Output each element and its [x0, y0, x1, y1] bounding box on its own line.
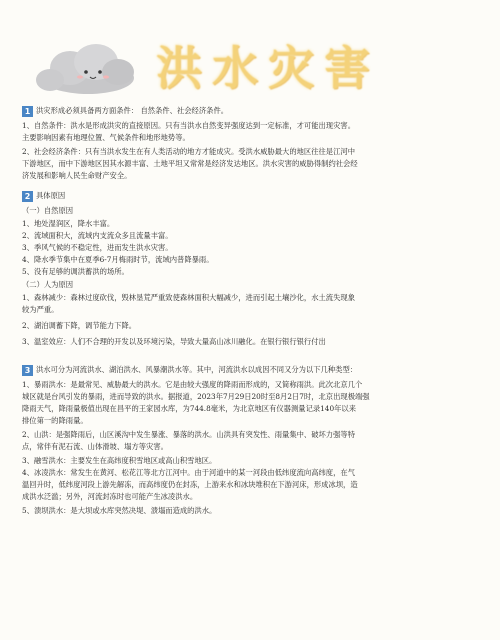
section-number-badge: 1 [22, 106, 33, 117]
text-line: 济发展和影响人民生命财产安全。 [22, 171, 132, 180]
document-body [22, 103, 478, 517]
list-item: 2、湖泊调蓄下降，调节能力下降。 [22, 321, 137, 330]
paragraph-natural-conditions [22, 120, 478, 144]
section-2-title: 具体原因 [36, 191, 66, 200]
cloud-illustration [30, 42, 140, 98]
list-item: 3、温室效应：人们不合理的开发以及环境污染，导致大量高山冰川融化。在银行银行银行付出 [22, 337, 326, 346]
text-line: 降雨天气，降雨量极值出现在昌平的王家园水库，为744.8毫米，为北京地区有仪器测量记录140年以来 [22, 404, 356, 413]
paragraph-rainstorm-flood [22, 379, 478, 427]
list-item: 3、季风气候的不稳定性，进而发生洪水灾害。 [22, 243, 173, 252]
section-number-badge: 2 [22, 191, 33, 202]
subheading-human-causes: （二）人为原因 [22, 280, 74, 289]
text-line: 1、自然条件：洪水是形成洪灾的直接原因。只有当洪水自然变异强度达到一定标准，才可能出现灾害。 [22, 121, 355, 130]
text-line: 温回升时，低纬度河段上游先解冻，而高纬度仍在封冻，上游来水和冰块堆积在下游河床，形成冰坝，造 [22, 480, 358, 489]
section-3-heading [22, 364, 478, 376]
text-line: 2、山洪：是强降雨后，山区溪沟中发生暴涨、暴落的洪水。山洪具有突发性、雨量集中、破坏力强等特 [22, 430, 355, 439]
section-2-heading [22, 190, 478, 202]
list-item: 1、地处湿润区，降水丰富。 [22, 219, 115, 228]
text-line: 点，常伴有泥石流、山体滑坡、塌方等灾害。 [22, 442, 168, 451]
paragraph-ice-flood [22, 467, 478, 503]
paragraph-dam-break-flood: 5、溃坝洪水：是大坝或水库突然决堤、溃塌而造成的洪水。 [22, 506, 217, 515]
text-line: 4、冰凌洪水：常发生在黄河、松花江等北方江河中。由于河道中的某一河段由低纬度流向高纬度，在气 [22, 468, 355, 477]
subheading-natural-causes: （一）自然原因 [22, 206, 74, 215]
list-item: 较为严重。 [22, 305, 59, 314]
list-item: 1、森林减少：森林过度砍伐，毁林垦荒严重致使森林面积大幅减少，进而引起土壤沙化，水土流失现象 [22, 293, 355, 302]
text-line: 1、暴雨洪水：是最常见、威胁最大的洪水。它是由较大强度的降雨而形成的，又简称雨洪。此次北京几个 [22, 380, 363, 389]
header [30, 38, 470, 100]
text-line: 排位第一的降雨量。 [22, 416, 88, 425]
text-line: 城区就是台风引发的暴雨，进而导致的洪水。据报道，2023年7月29日20时至8月2日7时，北京出现极端强 [22, 392, 370, 401]
list-item: 2、流域面积大，流域内支流众多且流量丰富。 [22, 231, 173, 240]
text-line: 下游地区，而中下游地区因其水源丰富、土地平坦又常常是经济发达地区。洪水灾害的威胁得制约社会经 [22, 159, 358, 168]
text-line: 成洪水泛滥；另外，河流封冻时也可能产生冰凌洪水。 [22, 492, 198, 501]
text-line: 2、社会经济条件：只有当洪水发生在有人类活动的地方才能成灾。受洪水威胁最大的地区往往是江河中 [22, 147, 355, 156]
section-number-badge: 3 [22, 365, 33, 376]
section-3-title: 洪水可分为河流洪水、湖泊洪水、风暴潮洪水等。其中，河流洪水以成因不同又分为以下几种类型： [36, 365, 358, 374]
page-title: 洪水灾害 [156, 41, 380, 95]
paragraph-flash-flood [22, 429, 478, 453]
list-item: 5、没有足够的调洪蓄洪的场所。 [22, 267, 129, 276]
section-1-heading [22, 105, 478, 117]
paragraph-socioeconomic-conditions [22, 146, 478, 182]
paragraph-snowmelt-flood: 3、融雪洪水：主要发生在高纬度积雪地区或高山积雪地区。 [22, 456, 217, 465]
list-item: 4、降水季节集中在夏季6-7月梅雨时节，流域内普降暴雨。 [22, 255, 214, 264]
cloud-eye-icon [84, 70, 88, 74]
text-line: 主要影响因素有地理位置、气候条件和地形地势等。 [22, 133, 190, 142]
section-1-title: 洪灾形成必须具备两方面条件： 自然条件、社会经济条件。 [36, 106, 229, 115]
